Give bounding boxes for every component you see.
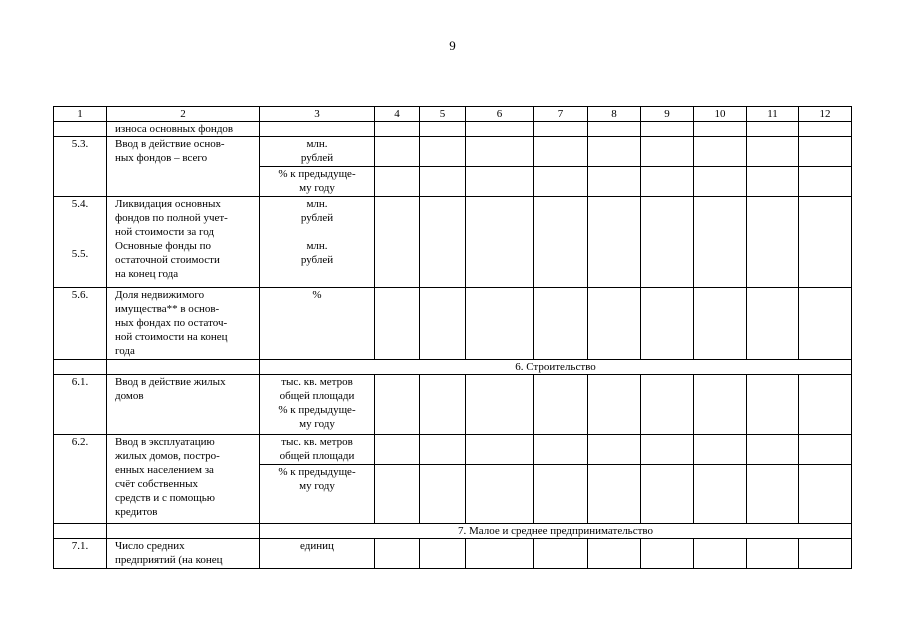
row-number-5-5: 5.5. — [71, 248, 89, 260]
unit-line: % к предыдуще- — [278, 466, 356, 478]
unit-line: рублей — [300, 212, 334, 224]
row-number: 6.2. — [54, 435, 107, 524]
table-row — [54, 435, 852, 465]
section-title: 7. Малое и среднее предпринимательство — [260, 524, 852, 539]
table-row — [54, 137, 852, 167]
indicator-cell — [107, 435, 260, 524]
indicator-line: Ввод в действие жилых — [115, 376, 226, 388]
indicator-line: домов — [115, 390, 144, 402]
indicator-line: ной стоимости за год — [115, 226, 215, 238]
num-cell — [54, 122, 107, 137]
unit-cell — [260, 465, 375, 524]
indicator-cell — [107, 137, 260, 197]
unit-cell — [260, 122, 375, 137]
table-row — [54, 375, 852, 435]
unit-line: млн. — [306, 240, 328, 252]
indicator-line: года — [115, 345, 135, 357]
indicator-line: ной стоимости на конец — [115, 331, 228, 343]
indicator-line: ных фондов – всего — [115, 152, 208, 164]
header-cell-3: 3 — [260, 107, 375, 122]
unit-line: млн. — [306, 138, 328, 150]
unit-cell — [260, 197, 375, 288]
indicator-cell — [107, 539, 260, 569]
unit-line: му году — [299, 480, 335, 492]
section-row — [54, 360, 852, 375]
header-cell-6: 6 — [466, 107, 534, 122]
indicator-cell — [107, 197, 260, 288]
row-number — [54, 197, 107, 288]
page-number: 9 — [449, 38, 456, 53]
indicator-line: фондов по полной учет- — [115, 212, 228, 224]
unit-cell — [260, 137, 375, 167]
unit-line: % к предыдуще- — [278, 404, 356, 416]
unit-line: тыс. кв. метров — [281, 436, 353, 448]
header-cell-8: 8 — [588, 107, 641, 122]
unit-cell — [260, 167, 375, 197]
indicator-line: Ликвидация основных — [115, 198, 221, 210]
indicator-line: Ввод в действие основ- — [115, 138, 225, 150]
row-number: 5.3. — [54, 137, 107, 197]
table-row — [54, 197, 852, 288]
header-cell-2: 2 — [107, 107, 260, 122]
indicator-line: остаточной стоимости — [115, 254, 220, 266]
unit-cell — [260, 435, 375, 465]
indicator-line: на конец года — [115, 268, 179, 280]
unit-line: му году — [299, 418, 335, 430]
unit-line: общей площади — [279, 390, 355, 402]
row-number-5-4: 5.4. — [71, 198, 89, 210]
indicator-line: жилых домов, постро- — [115, 450, 220, 462]
section-title: 6. Строительство — [260, 360, 852, 375]
indicator-line: Число средних — [115, 540, 185, 552]
unit-line: рублей — [300, 152, 334, 164]
indicator-line: кредитов — [115, 506, 158, 518]
header-cell-5: 5 — [420, 107, 466, 122]
table-row — [54, 539, 852, 569]
indicator-line: енных населением за — [115, 464, 214, 476]
header-cell-9: 9 — [641, 107, 694, 122]
header-row — [54, 107, 852, 122]
header-cell-4: 4 — [375, 107, 420, 122]
statistics-table — [53, 106, 852, 569]
indicator-line: предприятий (на конец — [115, 554, 223, 566]
unit-line: млн. — [306, 198, 328, 210]
table-row — [54, 288, 852, 360]
unit-line: общей площади — [279, 450, 355, 462]
indicator-line: средств и с помощью — [115, 492, 215, 504]
header-cell-7: 7 — [534, 107, 588, 122]
table-row — [54, 122, 852, 137]
unit-line: тыс. кв. метров — [281, 376, 353, 388]
unit-line: % к предыдуще- — [278, 168, 356, 180]
indicator-line: ных фондах по остаточ- — [115, 317, 228, 329]
header-cell-1: 1 — [54, 107, 107, 122]
row-number: 6.1. — [54, 375, 107, 435]
header-cell-11: 11 — [747, 107, 799, 122]
indicator-line: Доля недвижимого — [115, 289, 205, 301]
indicator-line: Ввод в эксплуатацию — [115, 436, 215, 448]
unit-cell: единиц — [260, 539, 375, 569]
unit-line: му году — [299, 182, 335, 194]
header-cell-12: 12 — [799, 107, 852, 122]
indicator-cell: износа основных фондов — [107, 122, 260, 137]
unit-cell: % — [260, 288, 375, 360]
indicator-cell — [107, 375, 260, 435]
indicator-line: Основные фонды по — [115, 240, 211, 252]
indicator-line: счёт собственных — [115, 478, 198, 490]
row-number: 5.6. — [54, 288, 107, 360]
header-cell-10: 10 — [694, 107, 747, 122]
unit-cell — [260, 375, 375, 435]
unit-line: рублей — [300, 254, 334, 266]
section-row — [54, 524, 852, 539]
row-number: 7.1. — [54, 539, 107, 569]
indicator-cell — [107, 288, 260, 360]
indicator-line: имущества** в основ- — [115, 303, 220, 315]
